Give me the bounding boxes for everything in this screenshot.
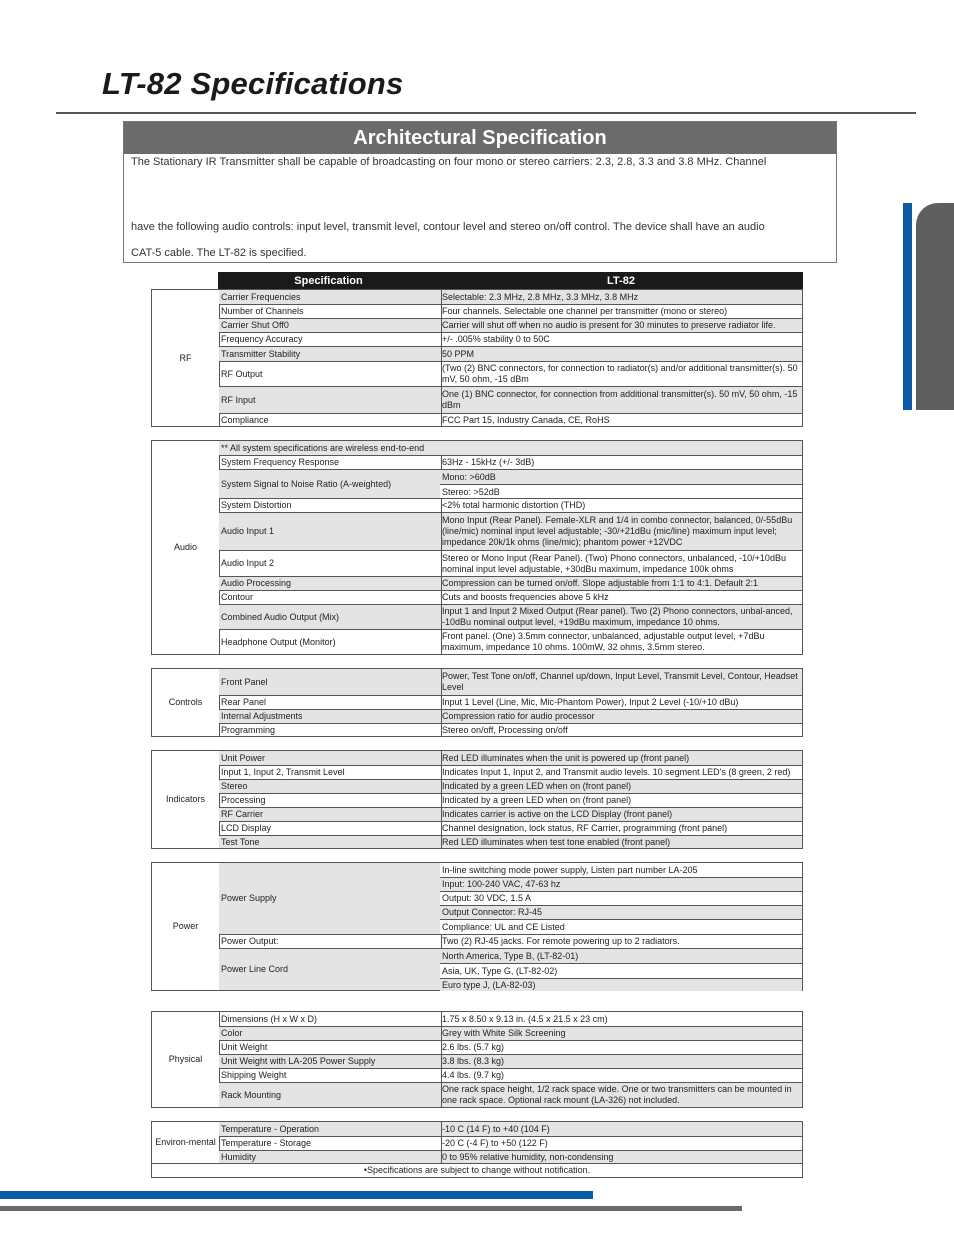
- spec-value: Red LED illuminates when the unit is powered up (front panel): [442, 752, 690, 763]
- table-row: [219, 441, 802, 455]
- table-row: [219, 723, 802, 736]
- table-row: [219, 669, 802, 695]
- architectural-spec-line: CAT-5 cable. The LT-82 is specified.: [131, 247, 307, 259]
- table-row: [219, 835, 802, 848]
- spec-value: Mono Input (Rear Panel). Female-XLR and 1/4 in combo connector, balanced, 0/-55dBu (line/mic) nominal input level adjustable; -30/+21dBu (mic/line) maximum input level; impedance 20k/1k ohms (line/mic); phantom power +12VDC: [442, 515, 793, 547]
- spec-value: Carrier will shut off when no audio is present for 30 minutes to preserve radiator life.: [442, 320, 776, 330]
- table-row: [219, 1068, 802, 1082]
- table-row: [219, 1122, 802, 1136]
- spec-key: Audio Input 2: [219, 551, 442, 576]
- spec-value: Indicates Input 1, Input 2, and Transmit audio levels. 10 segment LED's (8 green, 2 red): [442, 767, 791, 777]
- spec-value: Input 1 Level (Line, Mic, Mic-Phantom Power), Input 2 Level (-10/+10 dBu): [442, 697, 739, 707]
- table-row: [219, 590, 802, 604]
- category-label: Power: [152, 863, 220, 990]
- spec-key: Rack Mounting: [219, 1083, 442, 1107]
- spec-key: Front Panel: [219, 669, 442, 695]
- table-row: [219, 512, 802, 550]
- table-row: [219, 290, 802, 304]
- header-specification: Specification: [294, 275, 363, 287]
- power-section: [151, 862, 803, 991]
- spec-value: 50 PPM: [442, 348, 475, 359]
- spec-key: Shipping Weight: [219, 1069, 442, 1082]
- spec-value: Output: 30 VDC, 1.5 A: [440, 891, 802, 905]
- spec-key: Audio Processing: [219, 577, 442, 590]
- category-label: Audio: [152, 441, 220, 654]
- spec-value: FCC Part 15, Industry Canada, CE, RoHS: [442, 414, 610, 425]
- title-divider: [56, 112, 916, 114]
- table-row: [219, 821, 802, 835]
- table-row: [219, 304, 802, 318]
- table-row: [219, 807, 802, 821]
- rf-section: [151, 289, 803, 427]
- table-row: [219, 1150, 802, 1163]
- spec-key: Unit Weight: [219, 1041, 442, 1054]
- spec-value: Front panel. (One) 3.5mm connector, unbalanced, adjustable output level, +7dBu maximum, impedance 10 ohms. 100mW, 32 ohms, 3.5mm stereo.: [442, 631, 765, 652]
- side-tab: [916, 203, 954, 410]
- spec-value: Stereo: >52dB: [440, 484, 802, 499]
- side-tab-accent: [903, 203, 912, 410]
- spec-value: Input 1 and Input 2 Mixed Output (Rear panel). Two (2) Phono connectors, unbal-anced, -10dBu nominal output level, +19dBu maximum, impedance 10 ohms.: [442, 606, 793, 627]
- audio-section: [151, 440, 803, 655]
- table-row: [219, 318, 802, 332]
- table-row: [219, 695, 802, 709]
- specs-disclaimer: •Specifications are subject to change without notification.: [151, 1163, 803, 1178]
- spec-value: In-line switching mode power supply, Listen part number LA-205: [440, 863, 802, 877]
- spec-value: Euro type J, (LA-82-03): [440, 978, 802, 991]
- table-row: [219, 1012, 802, 1026]
- spec-value: Mono: >60dB: [440, 470, 802, 484]
- spec-key: Processing: [219, 794, 442, 807]
- spec-key: System Signal to Noise Ratio (A-weighted): [219, 470, 442, 498]
- spec-key: System Distortion: [219, 499, 442, 512]
- spec-value: 3.8 lbs. (8.3 kg): [442, 1056, 505, 1066]
- spec-value: 4.4 lbs. (9.7 kg): [442, 1070, 505, 1080]
- spec-key: Carrier Frequencies: [219, 290, 442, 304]
- category-label: Environ-mental: [152, 1122, 220, 1163]
- spec-key: Temperature - Storage: [219, 1137, 442, 1150]
- spec-value: Compression can be turned on/off. Slope adjustable from 1:1 to 4:1. Default 2:1: [442, 578, 759, 588]
- spec-key: RF Carrier: [219, 808, 442, 821]
- spec-value: -20 C (-4 F) to +50 (122 F): [442, 1138, 548, 1148]
- spec-key: Transmitter Stability: [219, 347, 442, 361]
- table-row: [219, 455, 802, 469]
- spec-key: Carrier Shut Off0: [219, 319, 442, 332]
- table-row: [219, 361, 802, 386]
- spec-value: One (1) BNC connector, for connection from additional transmitter(s). 50 mV, 50 ohm, -15 dBm: [442, 389, 798, 410]
- spec-key: Unit Weight with LA-205 Power Supply: [219, 1055, 442, 1068]
- table-row: [219, 346, 802, 361]
- spec-key: RF Output: [219, 362, 442, 386]
- spec-key: Power Output:: [219, 935, 442, 948]
- spec-key: System Frequency Response: [219, 456, 442, 469]
- spec-value: 0 to 95% relative humidity, non-condensing: [442, 1151, 614, 1162]
- spec-value: Channel designation, lock status, RF Carrier, programming (front panel): [442, 823, 728, 833]
- table-row: [219, 1026, 802, 1040]
- controls-section: [151, 668, 803, 737]
- spec-value: Two (2) RJ-45 jacks. For remote powering up to 2 radiators.: [442, 936, 680, 946]
- spec-key: LCD Display: [219, 822, 442, 835]
- footer-bar-gray: [0, 1206, 742, 1211]
- spec-key: Frequency Accuracy: [219, 333, 442, 346]
- table-row: [219, 413, 802, 426]
- spec-key: Compliance: [219, 414, 442, 426]
- audio-rows: [219, 441, 802, 654]
- table-row: [219, 1054, 802, 1068]
- category-label: Controls: [152, 669, 220, 736]
- spec-value: 1.75 x 8.50 x 9.13 in. (4.5 x 21.5 x 23 cm): [442, 1013, 608, 1024]
- spec-value: Input: 100-240 VAC, 47-63 hz: [440, 877, 802, 891]
- table-row: [219, 550, 802, 576]
- table-row: [219, 1082, 802, 1107]
- physical-section: [151, 1011, 803, 1108]
- audio-note: ** All system specifications are wireless end-to-end: [221, 442, 425, 453]
- indicators-rows: [219, 751, 802, 848]
- spec-value: Indicates carrier is active on the LCD Display (front panel): [442, 809, 673, 819]
- spec-table-header: [218, 272, 803, 290]
- spec-key: Internal Adjustments: [219, 710, 442, 723]
- spec-value: One rack space height, 1/2 rack space wide. One or two transmitters can be mounted in one rack space. Optional rack mount (LA-326) not included.: [442, 1084, 792, 1105]
- spec-value: Cuts and boosts frequencies above 5 kHz: [442, 592, 609, 602]
- spec-value: Compression ratio for audio processor: [442, 711, 595, 721]
- table-row: [219, 765, 802, 779]
- architectural-spec-line: have the following audio controls: input level, transmit level, contour level and stereo on/off control. The device shall have an audio: [131, 221, 765, 233]
- spec-value: Power, Test Tone on/off, Channel up/down, Input Level, Transmit Level, Contour, Headset Level: [442, 671, 798, 692]
- table-row: [219, 948, 802, 990]
- architectural-spec-box: [123, 121, 837, 263]
- table-row: [219, 1040, 802, 1054]
- spec-key: Audio Input 1: [219, 513, 442, 550]
- spec-key: Rear Panel: [219, 696, 442, 709]
- table-row: [219, 498, 802, 512]
- page-title: LT-82 Specifications: [102, 66, 404, 101]
- controls-rows: [219, 669, 802, 736]
- spec-key: Headphone Output (Monitor): [219, 630, 442, 654]
- physical-rows: [219, 1012, 802, 1107]
- spec-value: Four channels. Selectable one channel per transmitter (mono or stereo): [442, 306, 728, 316]
- table-row: [219, 332, 802, 346]
- spec-value: Output Connector: RJ-45: [440, 905, 802, 919]
- table-row: [219, 576, 802, 590]
- spec-value: 63Hz - 15kHz (+/- 3dB): [442, 457, 535, 467]
- spec-value: Grey with White Silk Screening: [442, 1028, 566, 1038]
- table-row: [219, 1136, 802, 1150]
- spec-key: Combined Audio Output (Mix): [219, 605, 442, 629]
- environmental-rows: [219, 1122, 802, 1163]
- spec-value: Selectable: 2.3 MHz, 2.8 MHz, 3.3 MHz, 3.8 MHz: [442, 291, 639, 302]
- spec-key: Humidity: [219, 1151, 442, 1163]
- environmental-section: [151, 1121, 803, 1164]
- table-row: [219, 863, 802, 934]
- architectural-spec-line: The Stationary IR Transmitter shall be capable of broadcasting on four mono or stereo carriers: 2.3, 2.8, 3.3 and 3.8 MHz. Channel: [131, 156, 767, 168]
- indicators-section: [151, 750, 803, 849]
- category-label: Physical: [152, 1012, 220, 1107]
- spec-value: Red LED illuminates when test tone enabled (front panel): [442, 836, 671, 847]
- spec-key: Contour: [219, 591, 442, 604]
- header-model: LT-82: [607, 275, 635, 287]
- table-row: [219, 386, 802, 413]
- spec-key: RF Input: [219, 387, 442, 413]
- spec-value: +/- .005% stability 0 to 50C: [442, 334, 550, 344]
- table-row: [219, 934, 802, 948]
- category-label: Indicators: [152, 751, 220, 848]
- spec-value: <2% total harmonic distortion (THD): [442, 500, 586, 510]
- spec-key: Dimensions (H x W x D): [219, 1012, 442, 1026]
- table-row: [219, 469, 802, 498]
- spec-value: Stereo or Mono Input (Rear Panel). (Two) Phono connectors, unbalanced, -10/+10dBu nominal input level adjustable, +30dBu maximum, impedance 100k ohms: [442, 552, 786, 574]
- category-label: RF: [152, 290, 220, 426]
- power-rows: [219, 863, 802, 990]
- table-row: [219, 709, 802, 723]
- spec-key: Programming: [219, 724, 442, 736]
- spec-value: Stereo on/off, Processing on/off: [442, 724, 568, 735]
- spec-value: North America, Type B, (LT-82-01): [440, 949, 802, 963]
- spec-key: Power Line Cord: [219, 949, 442, 990]
- spec-value: Indicated by a green LED when on (front panel): [442, 781, 632, 791]
- spec-value: (Two (2) BNC connectors, for connection to radiator(s) and/or additional transmitter(s). 50 mV, 50 ohm, -15 dBm: [442, 363, 798, 384]
- table-row: [219, 604, 802, 629]
- architectural-spec-heading: Architectural Specification: [124, 122, 836, 154]
- footer-bar-blue: [0, 1191, 593, 1199]
- spec-key: Power Supply: [219, 863, 442, 934]
- table-row: [219, 779, 802, 793]
- spec-key: Test Tone: [219, 836, 442, 848]
- rf-rows: [219, 290, 802, 426]
- spec-value: -10 C (14 F) to +40 (104 F): [442, 1123, 550, 1134]
- spec-key: Number of Channels: [219, 305, 442, 318]
- spec-value: Asia, UK, Type G, (LT-82-02): [440, 963, 802, 978]
- table-row: [219, 751, 802, 765]
- spec-value: Indicated by a green LED when on (front panel): [442, 795, 632, 805]
- spec-value: 2.6 lbs. (5.7 kg): [442, 1042, 505, 1052]
- spec-value: Compliance: UL and CE Listed: [440, 919, 802, 934]
- table-row: [219, 629, 802, 654]
- spec-key: Color: [219, 1027, 442, 1040]
- spec-key: Stereo: [219, 780, 442, 793]
- spec-key: Unit Power: [219, 751, 442, 765]
- table-row: [219, 793, 802, 807]
- spec-key: Input 1, Input 2, Transmit Level: [219, 766, 442, 779]
- spec-key: Temperature - Operation: [219, 1122, 442, 1136]
